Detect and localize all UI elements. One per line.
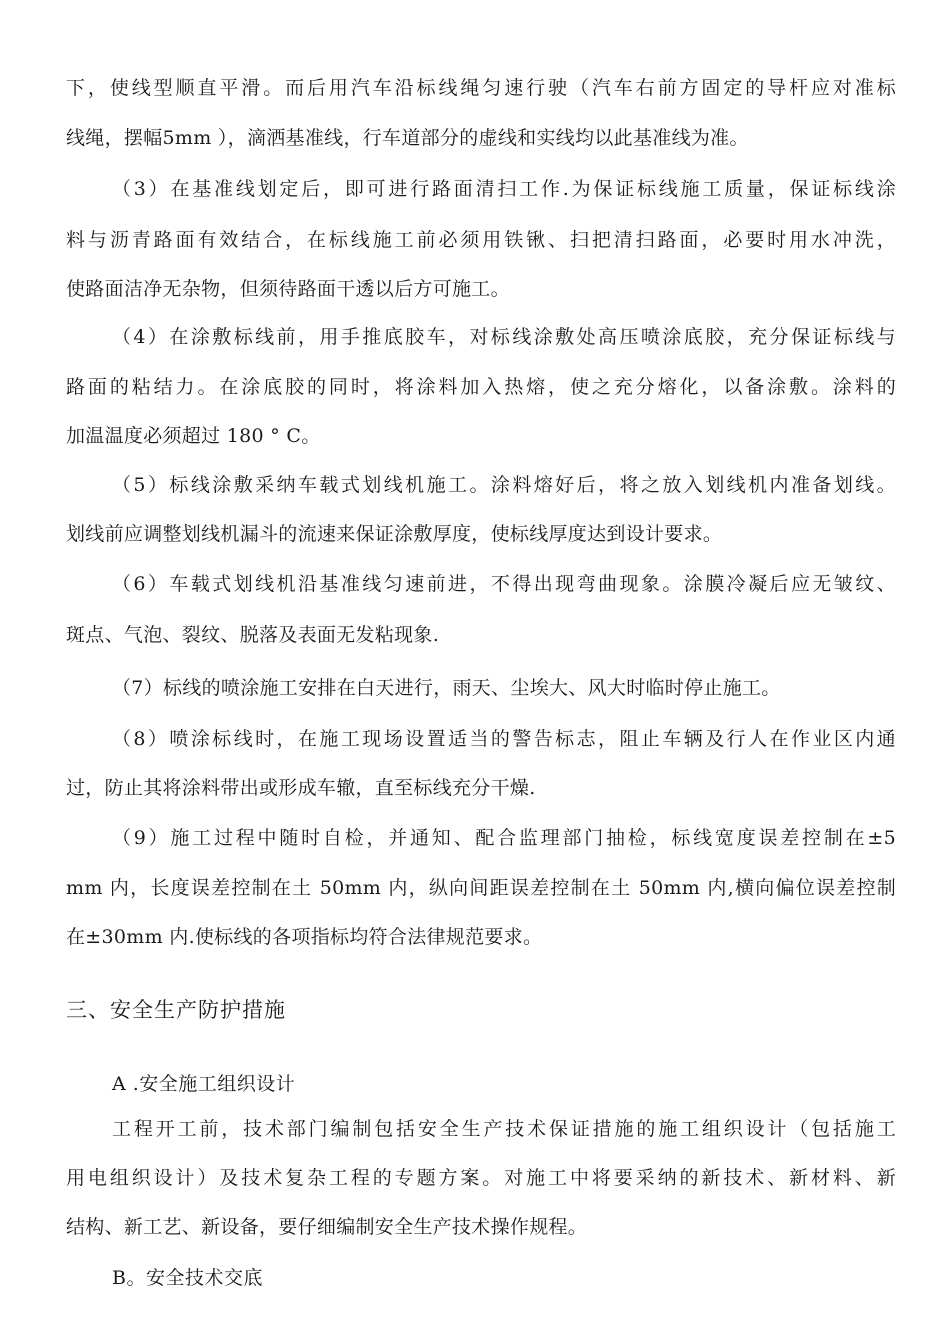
paragraph-line: （6）车载式划线机沿基准线匀速前进，不得出现弯曲现象。涂膜冷凝后应无皱纹、 — [112, 573, 896, 595]
section-heading: 三、安全生产防护措施 — [66, 998, 286, 1022]
paragraph-line: （8）喷涂标线时，在施工现场设置适当的警告标志，阻止车辆及行人在作业区内通 — [112, 728, 896, 750]
paragraph-line: （9）施工过程中随时自检，并通知、配合监理部门抽检，标线宽度误差控制在±5 — [112, 827, 896, 849]
paragraph-line: （4）在涂敷标线前，用手推底胶车，对标线涂敷处高压喷涂底胶，充分保证标线与 — [112, 326, 896, 348]
paragraph-line: 斑点、气泡、裂纹、脱落及表面无发粘现象. — [66, 624, 440, 646]
paragraph-line: 加温温度必须超过 180 ° C。 — [66, 425, 321, 447]
paragraph-line: 下，使线型顺直平滑。而后用汽车沿标线绳匀速行驶（汽车右前方固定的导杆应对准标 — [66, 77, 896, 99]
paragraph-line: 结构、新工艺、新设备，要仔细编制安全生产技术操作规程。 — [66, 1216, 588, 1238]
paragraph-line: 使路面洁净无杂物，但须待路面干透以后方可施工。 — [66, 278, 510, 300]
paragraph-line: 线绳，摆幅5mm ），滴洒基准线，行车道部分的虚线和实线均以此基准线为准。 — [66, 127, 749, 149]
paragraph-line: 料与沥青路面有效结合，在标线施工前必须用铁锹、扫把清扫路面，必要时用水冲洗， — [66, 229, 896, 251]
paragraph-line: 用电组织设计）及技术复杂工程的专题方案。对施工中将要采纳的新技术、新材料、新 — [66, 1167, 896, 1189]
paragraph-line: 在±30mm 内.使标线的各项指标均符合法律规范要求。 — [66, 926, 543, 948]
subsection-heading: B。安全技术交底 — [112, 1267, 263, 1289]
paragraph-line: （7）标线的喷涂施工安排在白天进行，雨天、尘埃大、风大时临时停止施工。 — [112, 677, 781, 699]
subsection-heading: A .安全施工组织设计 — [112, 1073, 296, 1095]
paragraph-line: 划线前应调整划线机漏斗的流速来保证涂敷厚度，使标线厚度达到设计要求。 — [66, 523, 723, 545]
paragraph-line: 工程开工前，技术部门编制包括安全生产技术保证措施的施工组织设计（包括施工 — [112, 1118, 896, 1140]
paragraph-line: 过，防止其将涂料带出或形成车辙，直至标线充分干燥. — [66, 777, 536, 799]
paragraph-line: （3）在基准线划定后，即可进行路面清扫工作.为保证标线施工质量，保证标线涂 — [112, 178, 896, 200]
paragraph-line: （5）标线涂敷采纳车载式划线机施工。涂料熔好后，将之放入划线机内准备划线。 — [112, 474, 896, 496]
paragraph-line: mm 内，长度误差控制在土 50mm 内，纵向间距误差控制在土 50mm 内,横向偏位误差控制 — [66, 877, 896, 899]
paragraph-line: 路面的粘结力。在涂底胶的同时，将涂料加入热熔，使之充分熔化，以备涂敷。涂料的 — [66, 376, 896, 398]
